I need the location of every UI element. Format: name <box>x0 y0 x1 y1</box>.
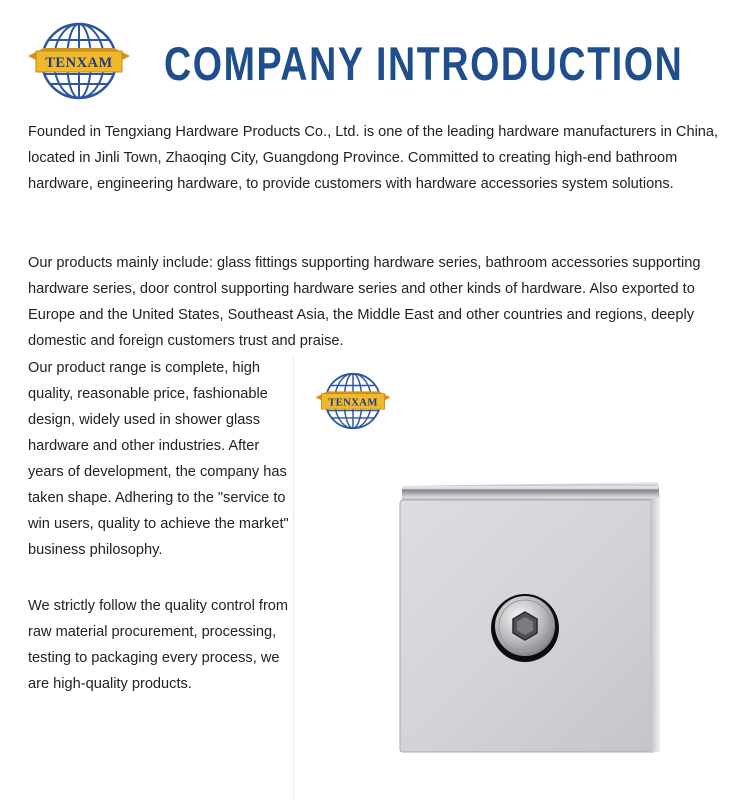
logo-text: TENXAM <box>45 55 113 71</box>
glass-clamp-product-image <box>396 478 664 756</box>
quality-paragraph: We strictly follow the quality control from raw material procurement, processing, testing to packaging every process, we are high-quality products. <box>28 598 289 692</box>
column-divider <box>293 355 294 800</box>
logo-text-small: TENXAM <box>328 397 378 409</box>
range-paragraph: Our product range is complete, high quality, reasonable price, fashionable design, widely used in shower glass hardware and other industries. After years of development, the company has taken shape. Adhering to the "service to win users, quality to achieve the market" business philosophy. <box>28 360 289 558</box>
intro-paragraph: Founded in Tengxiang Hardware Products Co., Ltd. is one of the leading hardware manufacturers in China, located in Jinli Town, Zhaoqing City, Guangdong Province. Committed to creating high-end bathroom hardware, engineering hardware, to provide customers with hardware accessories system solutions. <box>28 124 719 192</box>
tenxam-logo-small-icon <box>314 366 392 436</box>
page-title: COMPANY INTRODUCTION <box>164 37 684 90</box>
tenxam-logo-icon <box>26 18 132 104</box>
products-paragraph: Our products mainly include: glass fittings supporting hardware series, bathroom accessories supporting hardware series, door control supporting hardware series and other kinds of hardware. Also exported to Europe and the United States, Southeast Asia, the Middle East and other countries and regions, deeply domestic and foreign customers trust and praise. <box>28 255 701 349</box>
